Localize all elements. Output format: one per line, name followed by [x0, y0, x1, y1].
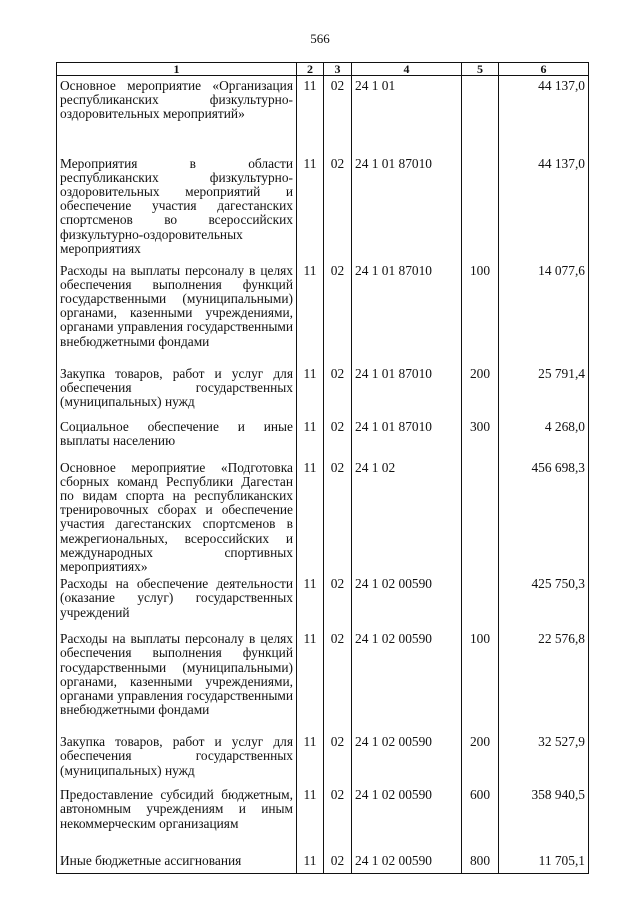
row-section: 11	[297, 851, 324, 873]
row-amount: 358 940,5	[499, 785, 589, 851]
column-header-section: 2	[297, 63, 324, 76]
row-target-code: 24 1 01 87010	[352, 261, 462, 364]
row-target-code: 24 1 01 87010	[352, 364, 462, 417]
table-row	[57, 417, 589, 458]
row-section: 11	[297, 154, 324, 261]
row-subsection: 02	[324, 417, 352, 458]
table-row	[57, 574, 589, 629]
row-amount: 425 750,3	[499, 574, 589, 629]
row-name: Основное мероприятие «Организация республиканских физкультурно-оздоровительных мероприятий»	[57, 76, 297, 154]
row-name: Расходы на обеспечение деятельности (оказание услуг) государственных учреждений	[57, 574, 297, 629]
row-target-code: 24 1 01	[352, 76, 462, 154]
row-target-code: 24 1 02	[352, 458, 462, 575]
row-amount: 11 705,1	[499, 851, 589, 873]
row-expense-type: 300	[462, 417, 499, 458]
row-section: 11	[297, 261, 324, 364]
row-section: 11	[297, 629, 324, 732]
row-amount: 32 527,9	[499, 732, 589, 785]
row-subsection: 02	[324, 154, 352, 261]
row-target-code: 24 1 02 00590	[352, 732, 462, 785]
row-expense-type	[462, 76, 499, 154]
column-header-expense-type: 5	[462, 63, 499, 76]
row-expense-type: 100	[462, 261, 499, 364]
table-row	[57, 364, 589, 417]
column-header-subsection: 3	[324, 63, 352, 76]
row-name: Иные бюджетные ассигнования	[57, 851, 297, 873]
row-target-code: 24 1 02 00590	[352, 851, 462, 873]
table-row	[57, 76, 589, 154]
row-expense-type: 800	[462, 851, 499, 873]
row-amount: 44 137,0	[499, 154, 589, 261]
row-subsection: 02	[324, 851, 352, 873]
row-subsection: 02	[324, 629, 352, 732]
row-expense-type	[462, 574, 499, 629]
row-name: Социальное обеспечение и иные выплаты населению	[57, 417, 297, 458]
row-section: 11	[297, 76, 324, 154]
row-name: Основное мероприятие «Подготовка сборных команд Республики Дагестан по видам спорта на республиканских тренировочных сборах и обеспечение участия дагестанских спортсменов в межрегиональных, всероссийских и международных спортивных мероприятиях»	[57, 458, 297, 575]
table-row	[57, 785, 589, 851]
row-subsection: 02	[324, 364, 352, 417]
row-amount: 14 077,6	[499, 261, 589, 364]
table-row	[57, 458, 589, 575]
row-subsection: 02	[324, 458, 352, 575]
row-subsection: 02	[324, 732, 352, 785]
row-expense-type: 600	[462, 785, 499, 851]
row-amount: 44 137,0	[499, 76, 589, 154]
table-row	[57, 851, 589, 873]
row-target-code: 24 1 02 00590	[352, 629, 462, 732]
row-section: 11	[297, 364, 324, 417]
row-amount: 456 698,3	[499, 458, 589, 575]
table-row	[57, 261, 589, 364]
row-expense-type: 100	[462, 629, 499, 732]
row-target-code: 24 1 02 00590	[352, 574, 462, 629]
row-section: 11	[297, 458, 324, 575]
row-expense-type	[462, 458, 499, 575]
row-section: 11	[297, 574, 324, 629]
row-section: 11	[297, 785, 324, 851]
column-header-target-code: 4	[352, 63, 462, 76]
row-target-code: 24 1 02 00590	[352, 785, 462, 851]
row-section: 11	[297, 417, 324, 458]
row-subsection: 02	[324, 76, 352, 154]
row-name: Предоставление субсидий бюджетным, автономным учреждениям и иным некоммерческим организациям	[57, 785, 297, 851]
row-amount: 25 791,4	[499, 364, 589, 417]
row-amount: 4 268,0	[499, 417, 589, 458]
table-header-row	[57, 63, 589, 76]
row-section: 11	[297, 732, 324, 785]
column-header-amount: 6	[499, 63, 589, 76]
table-row	[57, 732, 589, 785]
row-name: Мероприятия в области республиканских физкультурно-оздоровительных мероприятий и обеспечение участия дагестанских спортсменов во всероссийских физкультурно-оздоровительных мероприятиях	[57, 154, 297, 261]
table-row	[57, 154, 589, 261]
row-amount: 22 576,8	[499, 629, 589, 732]
row-name: Закупка товаров, работ и услуг для обеспечения государственных (муниципальных) нужд	[57, 732, 297, 785]
row-expense-type: 200	[462, 364, 499, 417]
row-expense-type: 200	[462, 732, 499, 785]
row-target-code: 24 1 01 87010	[352, 154, 462, 261]
row-subsection: 02	[324, 785, 352, 851]
row-name: Расходы на выплаты персоналу в целях обеспечения выполнения функций государственными (муниципальными) органами, казенными учреждениями, органами управления государственными внебюджетными фондами	[57, 629, 297, 732]
row-target-code: 24 1 01 87010	[352, 417, 462, 458]
row-expense-type	[462, 154, 499, 261]
budget-table	[56, 62, 589, 874]
table-row	[57, 629, 589, 732]
row-name: Расходы на выплаты персоналу в целях обеспечения выполнения функций государственными (муниципальными) органами, казенными учреждениями, органами управления государственными внебюджетными фондами	[57, 261, 297, 364]
row-subsection: 02	[324, 574, 352, 629]
column-header-name: 1	[57, 63, 297, 76]
row-subsection: 02	[324, 261, 352, 364]
page-number: 566	[310, 31, 330, 46]
row-name: Закупка товаров, работ и услуг для обеспечения государственных (муниципальных) нужд	[57, 364, 297, 417]
